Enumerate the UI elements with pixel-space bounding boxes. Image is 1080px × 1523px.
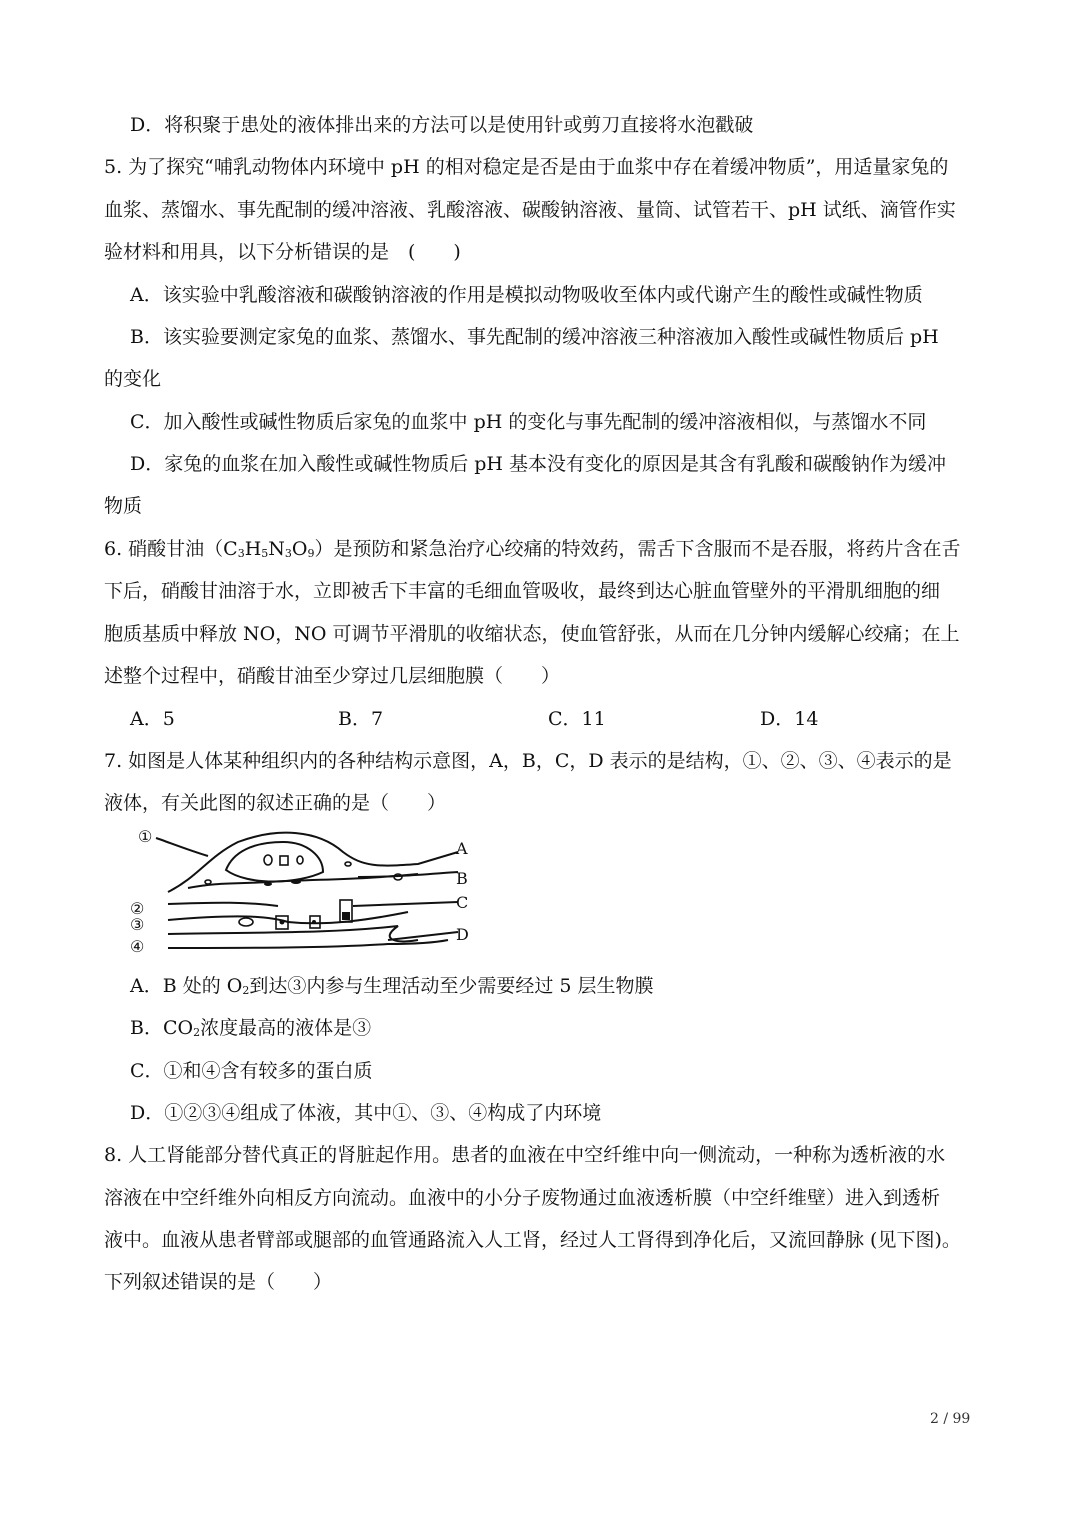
q7-stem-line-1: 7. 如图是人体某种组织内的各种结构示意图，A，B，C，D 表示的是结构，①、②、③、④表示的是: [104, 750, 952, 772]
label-2: ②: [130, 899, 145, 918]
label-c: C: [456, 893, 469, 912]
q6-option-b: B．7: [338, 708, 384, 730]
page-number: 2 / 99: [930, 1411, 971, 1427]
q5-option-d-line-2: 物质: [104, 495, 143, 517]
q8-stem-line-2: 溶液在中空纤维外向相反方向流动。血液中的小分子废物通过血液透析膜（中空纤维壁）进入到透析: [104, 1187, 941, 1209]
q6-stem-line-1: [104, 536, 984, 567]
q6-stem-suffix: ）是预防和紧急治疗心绞痛的特效药，需舌下含服而不是吞服，将药片含在舌: [314, 538, 961, 560]
q7-option-a-suffix: 到达③内参与生理活动至少需要经过 5 层生物膜: [249, 975, 654, 997]
q7-option-a-prefix: A．B 处的 O: [130, 975, 243, 997]
formula-sub: 9: [307, 547, 315, 560]
q7-option-d: D．①②③④组成了体液，其中①、③、④构成了内环境: [130, 1102, 602, 1124]
label-3: ③: [130, 915, 145, 934]
formula-h: H: [244, 538, 262, 560]
q6-option-c: C．11: [548, 708, 606, 730]
formula-n: N: [268, 538, 285, 560]
q5-option-c: C．加入酸性或碱性物质后家兔的血浆中 pH 的变化与事先配制的缓冲溶液相似，与蒸馏水不同: [130, 411, 927, 433]
label-1: ①: [138, 827, 153, 846]
label-a: A: [456, 839, 468, 858]
formula-sub: 3: [284, 547, 292, 560]
label-4: ④: [130, 937, 145, 956]
formula-sub: 3: [237, 547, 245, 560]
q5-stem-line-1: 5. 为了探究“哺乳动物体内环境中 pH 的相对稳定是否是由于血浆中存在着缓冲物质”，用适量家兔的: [104, 156, 949, 178]
q6-stem-line-2: 下后，硝酸甘油溶于水，立即被舌下丰富的毛细血管吸收，最终到达心脏血管壁外的平滑肌细胞的细: [104, 580, 941, 602]
label-b: B: [456, 869, 468, 888]
q5-option-d-line-1: D．家兔的血浆在加入酸性或碱性物质后 pH 基本没有变化的原因是其含有乳酸和碳酸钠作为缓冲: [130, 453, 947, 475]
q6-stem-line-3: 胞质基质中释放 NO，NO 可调节平滑肌的收缩状态，使血管舒张，从而在几分钟内缓解心绞痛；在上: [104, 623, 960, 645]
q7-option-b-suffix: 浓度最高的液体是③: [200, 1017, 372, 1039]
q5-stem-line-3: 验材料和用具，以下分析错误的是 ( ): [104, 241, 461, 263]
formula-o: O: [291, 538, 308, 560]
q5-option-b-line-2: 的变化: [104, 368, 162, 390]
q6-stem-prefix: 6. 硝酸甘油（C: [104, 538, 238, 560]
q6-stem-line-4: 述整个过程中，硝酸甘油至少穿过几层细胞膜（ ）: [104, 665, 561, 687]
q7-option-a: [130, 973, 1010, 1004]
q5-option-a: A．该实验中乳酸溶液和碳酸钠溶液的作用是模拟动物吸收至体内或代谢产生的酸性或碱性物质: [130, 284, 923, 306]
q8-stem-line-3: 液中。血液从患者臂部或腿部的血管通路流入人工肾，经过人工肾得到净化后，又流回静脉 (见下图)。: [104, 1229, 961, 1251]
label-d: D: [456, 925, 469, 944]
q5-stem-line-2: 血浆、蒸馏水、事先配制的缓冲溶液、乳酸溶液、碳酸钠溶液、量筒、试管若干、pH 试纸、滴管作实: [104, 199, 956, 221]
q7-option-b: [130, 1015, 1010, 1046]
q7-option-b-prefix: B．CO: [130, 1017, 194, 1039]
formula-sub: 5: [261, 547, 269, 560]
q6-option-a: A．5: [130, 708, 175, 730]
o2-sub: 2: [242, 984, 250, 997]
q7-stem-line-2: 液体，有关此图的叙述正确的是（ ）: [104, 792, 447, 814]
q5-option-b-line-1: B．该实验要测定家兔的血浆、蒸馏水、事先配制的缓冲溶液三种溶液加入酸性或碱性物质后 pH: [130, 326, 939, 348]
tissue-structure-diagram: [128, 822, 478, 962]
q8-stem-line-1: 8. 人工肾能部分替代真正的肾脏起作用。患者的血液在中空纤维中向一侧流动，一种称为透析液的水: [104, 1144, 946, 1166]
q4-option-d: D．将积聚于患处的液体排出来的方法可以是使用针或剪刀直接将水泡戳破: [130, 114, 754, 136]
co2-sub: 2: [193, 1026, 201, 1039]
q6-option-d: D．14: [760, 708, 819, 730]
q7-option-c: C．①和④含有较多的蛋白质: [130, 1060, 373, 1082]
q8-stem-line-4: 下列叙述错误的是（ ）: [104, 1271, 333, 1293]
